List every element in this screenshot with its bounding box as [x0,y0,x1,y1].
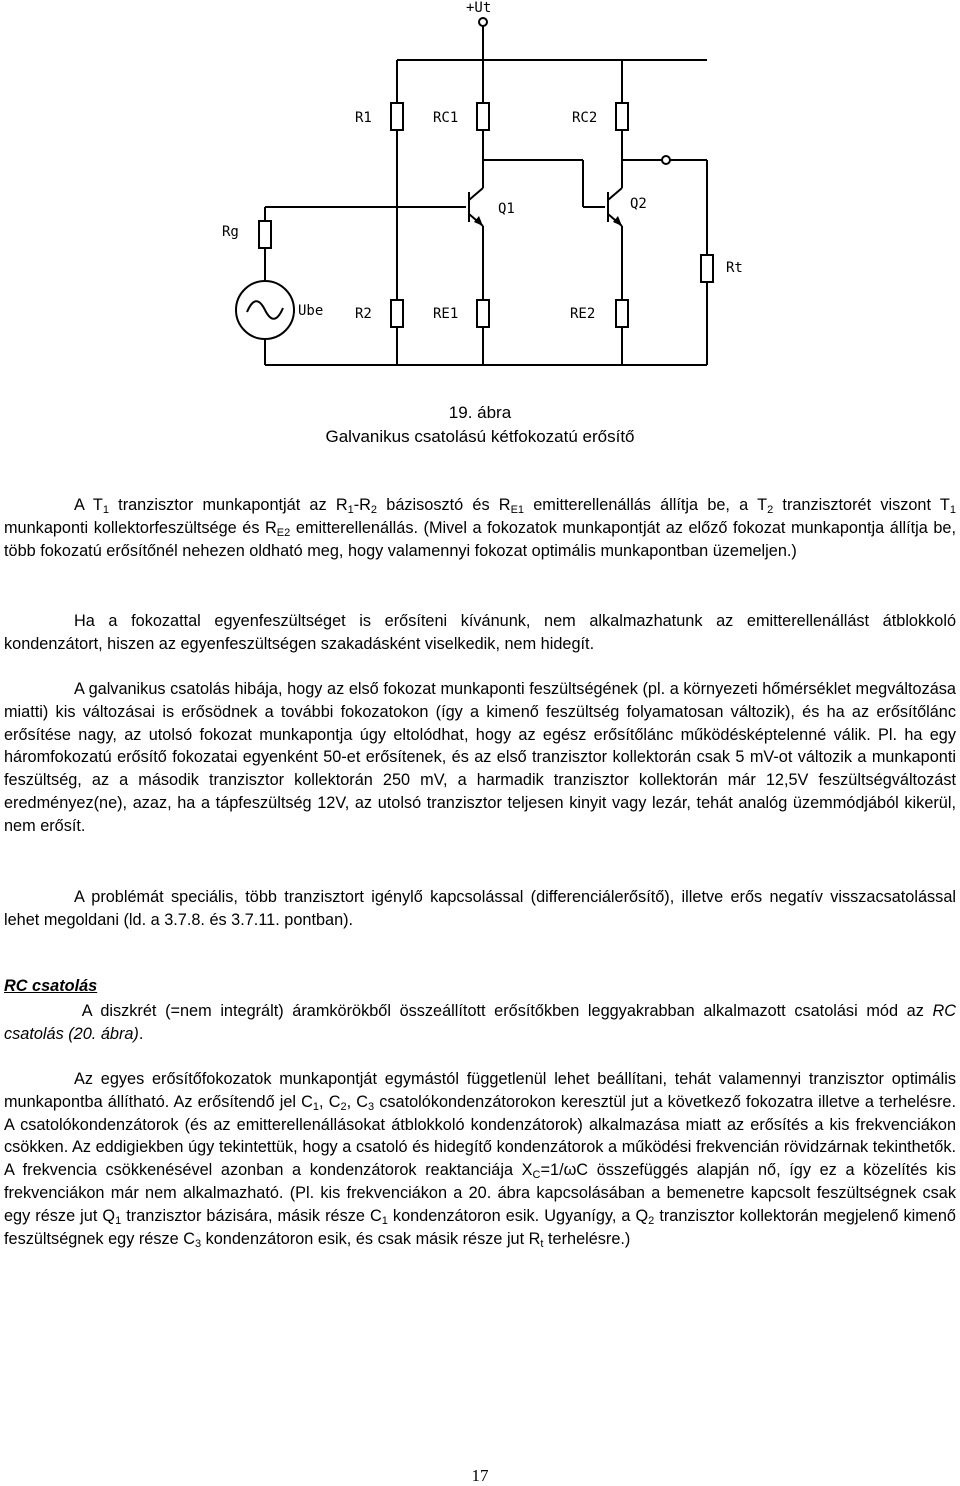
re1-label: RE1 [433,306,459,322]
figure-title: Galvanikus csatolású kétfokozatú erősítő [325,427,635,446]
rt-label: Rt [726,260,743,276]
supply-label: +Ut [466,0,492,16]
figure-number: 19. ábra [448,403,512,422]
paragraph-galvanic-drawback: A galvanikus csatolás hibája, hogy az első fokozat munkaponti feszültségének (pl. a környezeti hőmérséklet megváltozása miatti) kis változásai is erősödnek a további fokozatokon (így a kimenő feszültség folyamatosan változik), és ha az erősítőlánc erősítése nagy, az utolsó fokozat munkapontja úgy eltolódhat, hogy az egész erősítőlánc működésképtelenné válik. Pl. ha egy háromfokozatú erősítő fokozatai egyenként 50-et erősítenek, és az első tranzisztor kollektorán csak 5 mV-ot változik a munkaponti feszültség, az a második tranzisztor kollektorán 250 mV, a harmadik tranzisztor kollektorán már 12,5V feszültségváltozást eredményez(ne), azaz, ha a tápfeszültség 12V, az utolsó tranzisztor teljesen kinyit vagy lezár, tehát analóg üzemmódjából kikerül, nem erősít. [4,680,956,835]
rc2-label: RC2 [572,110,598,126]
q2-label: Q2 [630,196,647,212]
r2-label: R2 [355,306,372,322]
paragraph-dc-amplification: Ha a fokozattal egyenfeszültséget is erősíteni kívánunk, nem alkalmazhatunk az emitterellenállást átblokkoló kondenzátort, hiszen az egyenfeszültségen szakadásként viselkedik, nem hidegít. [4,612,956,653]
re2-label: RE2 [570,306,596,322]
paragraph-solution: A problémát speciális, több tranzisztort igénylő kapcsolással (differenciálerősítő), illetve erős negatív visszacsatolással lehet megoldani (ld. a 3.7.8. és 3.7.11. pontban). [4,888,956,929]
circuit-schematic [0,0,960,380]
rc1-label: RC1 [433,110,459,126]
r1-label: R1 [355,110,372,126]
paragraph-galvanic-bias: A $T_1$ tranzisztor munkapontját az $R_1-R_2$ bázisosztó és $R_{E1}$ emitterellenállás állítja be, a $T_2$ tranzisztorét viszont $T_1$ munkaponti kollektorfeszültsége és $R_{E2}$ emitterellenállás. (Mivel a fokozatok munkapontját az előző fokozat munkapontja állítja be, több fokozatú erősítőnél nehezen oldható meg, hogy valamennyi fokozat optimális munkapontban üzemeljen.) [4,496,956,560]
rg-label: Rg [222,224,239,240]
ube-label: Ube [298,303,324,319]
paragraph-rc-intro: A diszkrét (=nem integrált) áramkörökből összeállított erősítőkben leggyakrabban alkalmazott csatolási mód az RC csatolás (20. ábra). [4,1002,956,1043]
page-number: 17 [471,1466,489,1485]
paragraph-rc-details: Az egyes erősítőfokozatok munkapontját egymástól függetlenül lehet beállítani, tehát valamennyi tranzisztor optimális munkapontba állítható. Az erősítendő jel $C_1$, $C_2$, $C_3$ csatolókondenzátorokon keresztül jut a következő fokozatra illetve a terhelésre. A csatolókondenzátorok (és az emitterellenállásokat átblokkoló kondenzátorok) alkalmazása miatt az erősítés a kis frekvenciákon csökken. Az eddigiekben úgy tekintettük, hogy a csatoló és hidegítő kondenzátorok a működési frekvencián rövidzárnak tekinthetők. A frekvencia csökkenésével azonban a kondenzátorok reaktanciája $X_C=1/\omega C$ összefüggés alapján nő, így ez a közelítés kis frekvenciákon már nem alkalmazható. (Pl. kis frekvenciákon a 20. ábra kapcsolásában a bemenetre kapcsolt feszültségnek csak egy része jut $Q_1$ tranzisztor bázisára, másik része $C_1$ kondenzátoron esik. Ugyanígy, a $Q_2$ tranzisztor kollektorán megjelenő kimenő feszültségnek egy része $C_3$ kondenzátoron esik, és csak másik része jut $R_t$ terhelésre.) [4,1070,956,1250]
q1-label: Q1 [498,201,515,217]
section-heading-rc: RC csatolás [4,977,98,995]
